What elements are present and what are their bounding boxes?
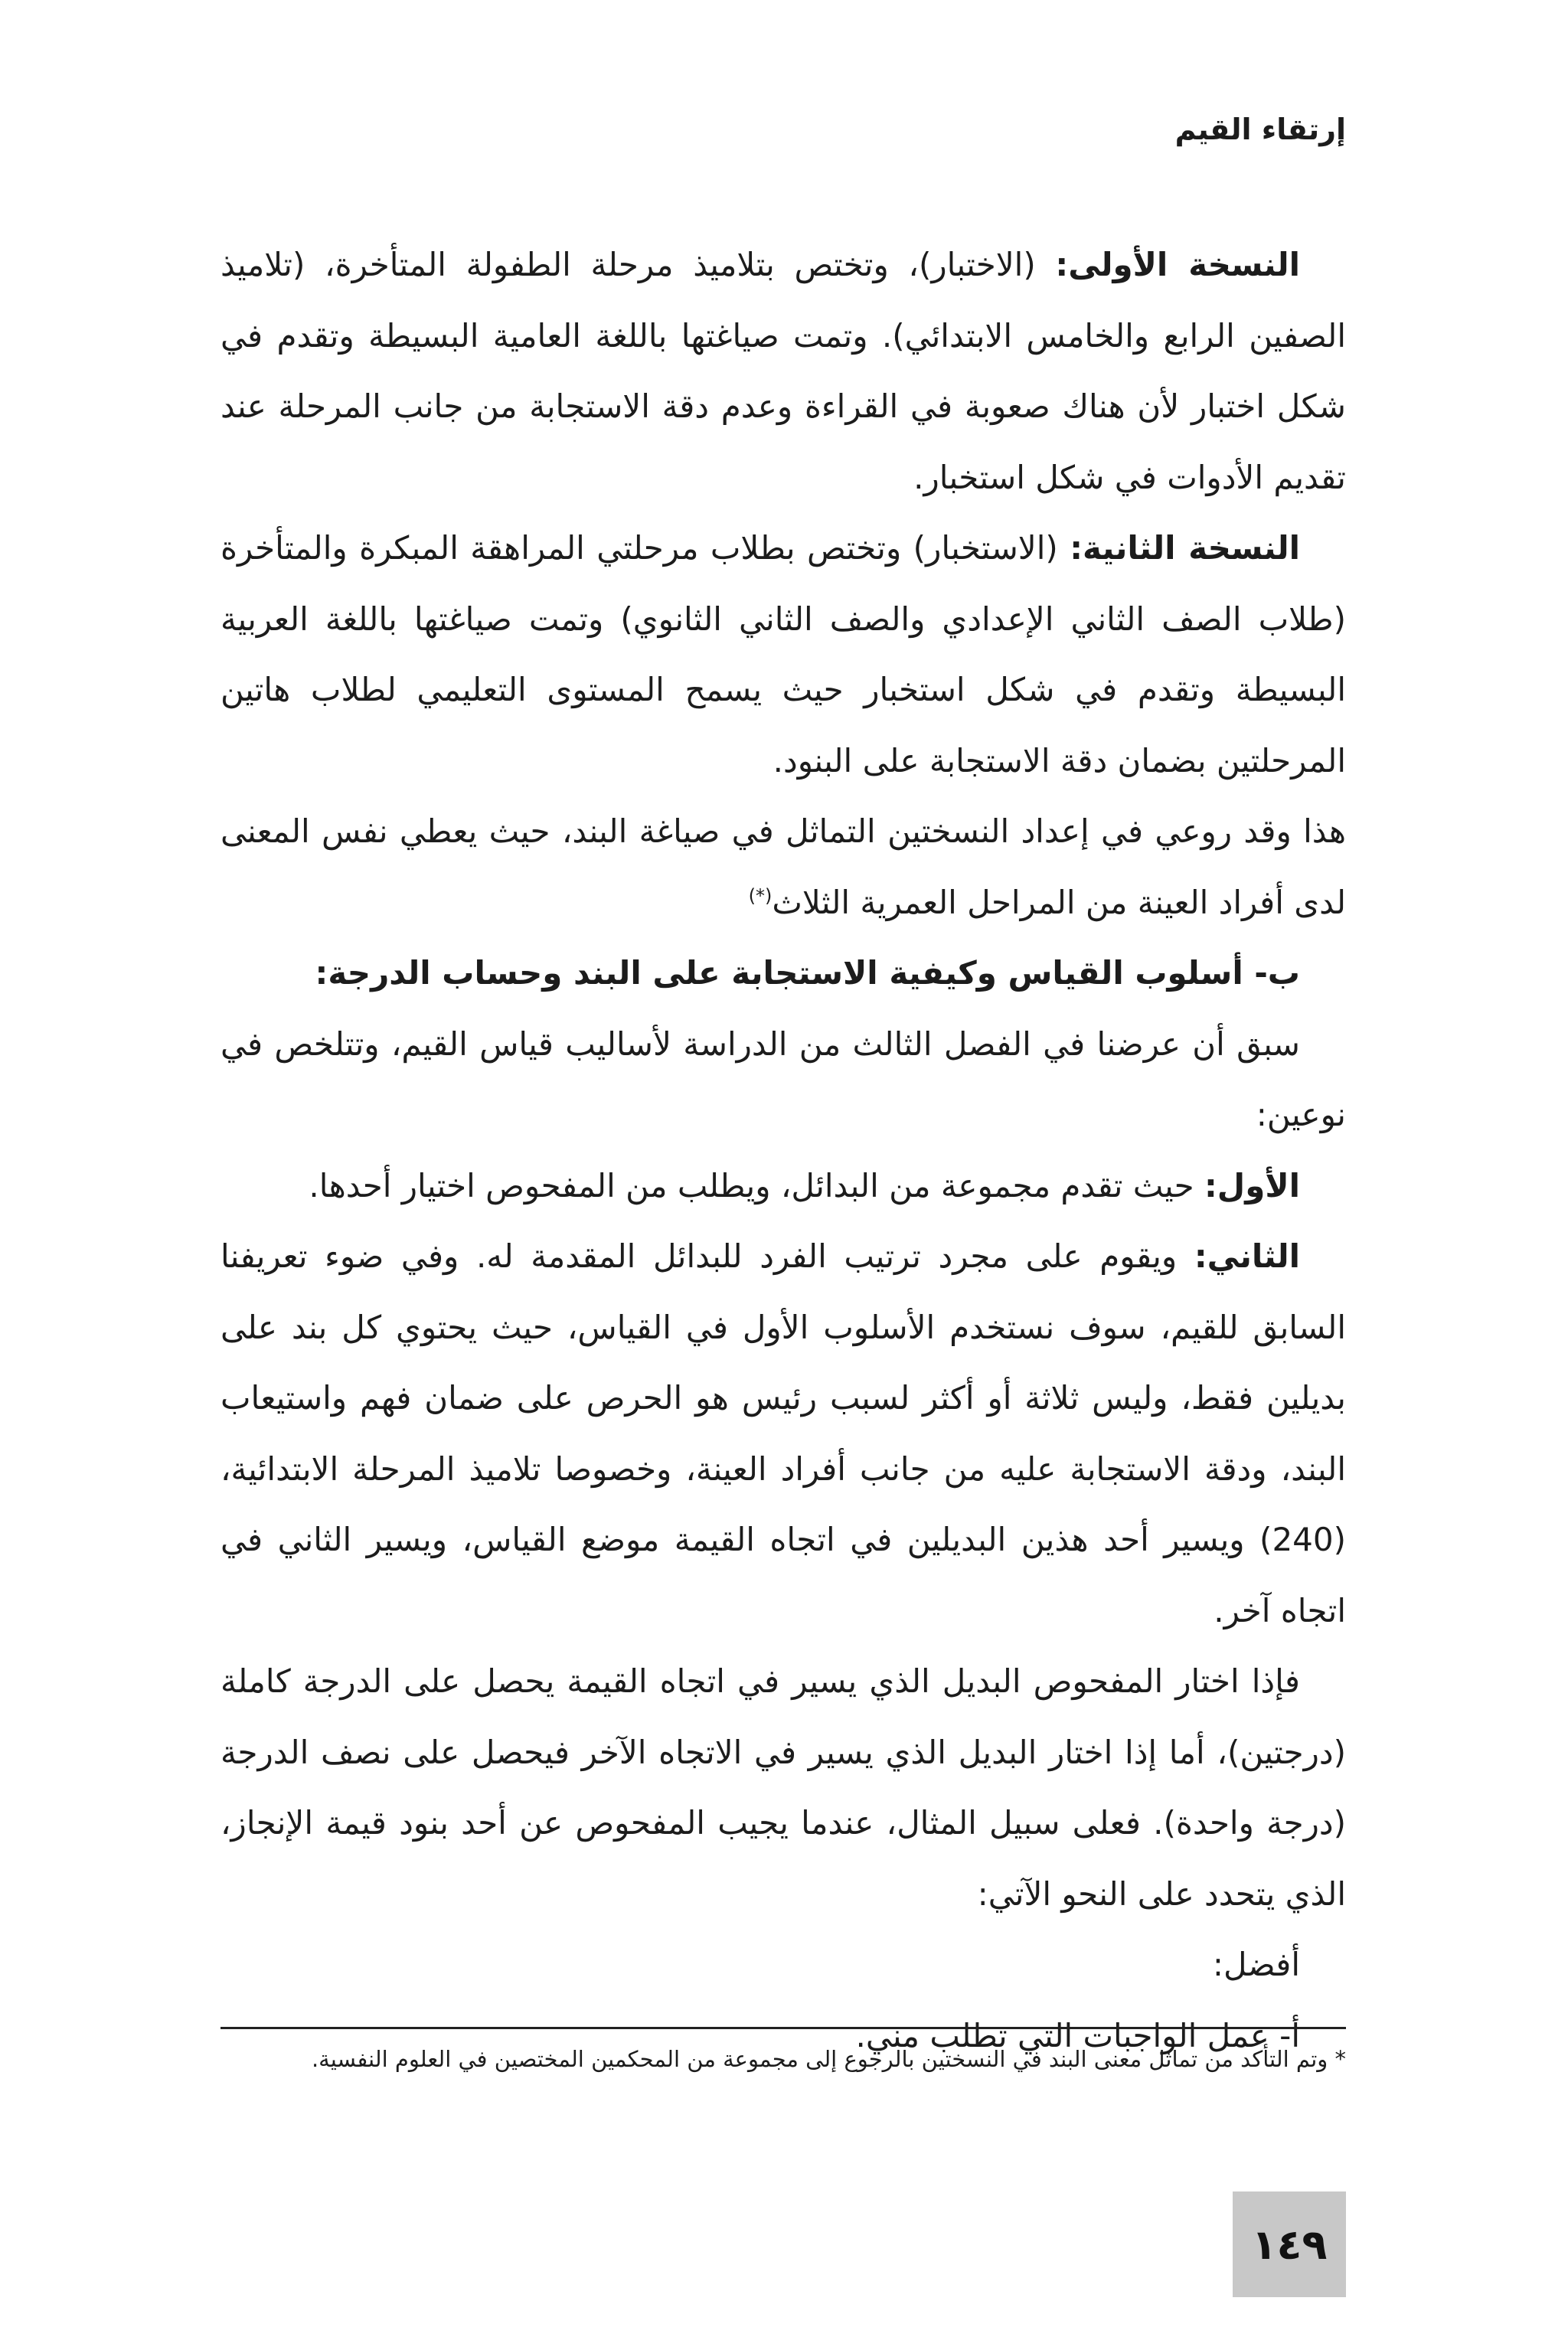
paragraph-label: النسخة الثانية: (1070, 529, 1300, 567)
paragraph-methods (220, 1009, 1346, 1151)
paragraph-text: ويقوم على مجرد ترتيب الفرد للبدائل المقدمة له. وفي ضوء تعريفنا السابق للقيم، سوف نستخدم الأسلوب الأول في القياس، حيث يحتوي كل بند على بديلين فقط، وليس ثلاثة أو أكثر لسبب رئيس هو الحرص على ضمان فهم واستيعاب البند، ودقة الاستجابة عليه من جانب أفراد العينة، وخصوصا تلاميذ المرحلة الابتدائية، (240) ويسير أحد هذين البديلين في اتجاه القيمة موضع القياس، ويسير الثاني في اتجاه آخر. (220, 1237, 1346, 1629)
paragraph-text: سبق أن عرضنا في الفصل الثالث من الدراسة لأساليب قياس القيم، وتتلخص في نوعين: (220, 1025, 1346, 1133)
footnote-divider (220, 2027, 1346, 2029)
section-subheading: ب- أسلوب القياس وكيفية الاستجابة على البند وحساب الدرجة: (315, 954, 1300, 992)
paragraph-first-version (220, 230, 1346, 513)
paragraph-label: الثاني: (1194, 1237, 1300, 1275)
paragraph-second-version (220, 513, 1346, 796)
paragraph-second-method (220, 1221, 1346, 1646)
page-number: ١٤٩ (1251, 2220, 1328, 2269)
paragraph-text: فإذا اختار المفحوص البديل الذي يسير في اتجاه القيمة يحصل على الدرجة كاملة (درجتين)، أما إذا اختار البديل الذي يسير في الاتجاه الآخر فيحصل على نصف الدرجة (درجة واحدة). فعلى سبيل المثال، عندما يجيب المفحوص عن أحد بنود قيمة الإنجاز، الذي يتحدد على النحو الآتي: (220, 1662, 1346, 1913)
paragraph-first-method (220, 1151, 1346, 1222)
paragraph-label: الأول: (1204, 1166, 1300, 1204)
example-option-a: أ- عمل الواجبات التي تطلب مني. (855, 2016, 1300, 2054)
body-text (220, 230, 1346, 2071)
paragraph-text: (الاختبار)، وتختص بتلاميذ مرحلة الطفولة المتأخرة، (تلاميذ الصفين الرابع والخامس الابتدائي). وتمت صياغتها باللغة العامية البسيطة وتقدم في شكل اختبار لأن هناك صعوبة في القراءة وعدم دقة الاستجابة من جانب المرحلة عند تقديم الأدوات في شكل استخبار. (220, 246, 1346, 496)
example-prompt: أفضل: (1212, 1946, 1300, 1983)
footnote-reference: (*) (748, 884, 773, 907)
footnote-text: * وتم التأكد من تماثل معنى البند في النسختين بالرجوع إلى مجموعة من المحكمين المختصين في العلوم النفسية. (311, 2046, 1346, 2072)
paragraph-scoring (220, 1646, 1346, 1930)
paragraph-text: (الاستخبار) وتختص بطلاب مرحلتي المراهقة المبكرة والمتأخرة (طلاب الصف الثاني الإعدادي والصف الثاني الثانوي) وتمت صياغتها باللغة العربية البسيطة وتقدم في شكل استخبار حيث يسمح المستوى التعليمي لطلاب هاتين المرحلتين بضمان دقة الاستجابة على البنود. (220, 529, 1346, 780)
paragraph-text: حيث تقدم مجموعة من البدائل، ويطلب من المفحوص اختيار أحدها. (309, 1166, 1204, 1204)
paragraph-text: هذا وقد روعي في إعداد النسختين التماثل في صياغة البند، حيث يعطي نفس المعنى لدى أفراد العينة من المراحل العمرية الثلاث (220, 812, 1346, 921)
paragraph-label: النسخة الأولى: (1055, 246, 1300, 283)
paragraph-symmetry (220, 796, 1346, 938)
running-header: إرتقاء القيم (1174, 113, 1346, 146)
page-number-box (1233, 2191, 1346, 2297)
